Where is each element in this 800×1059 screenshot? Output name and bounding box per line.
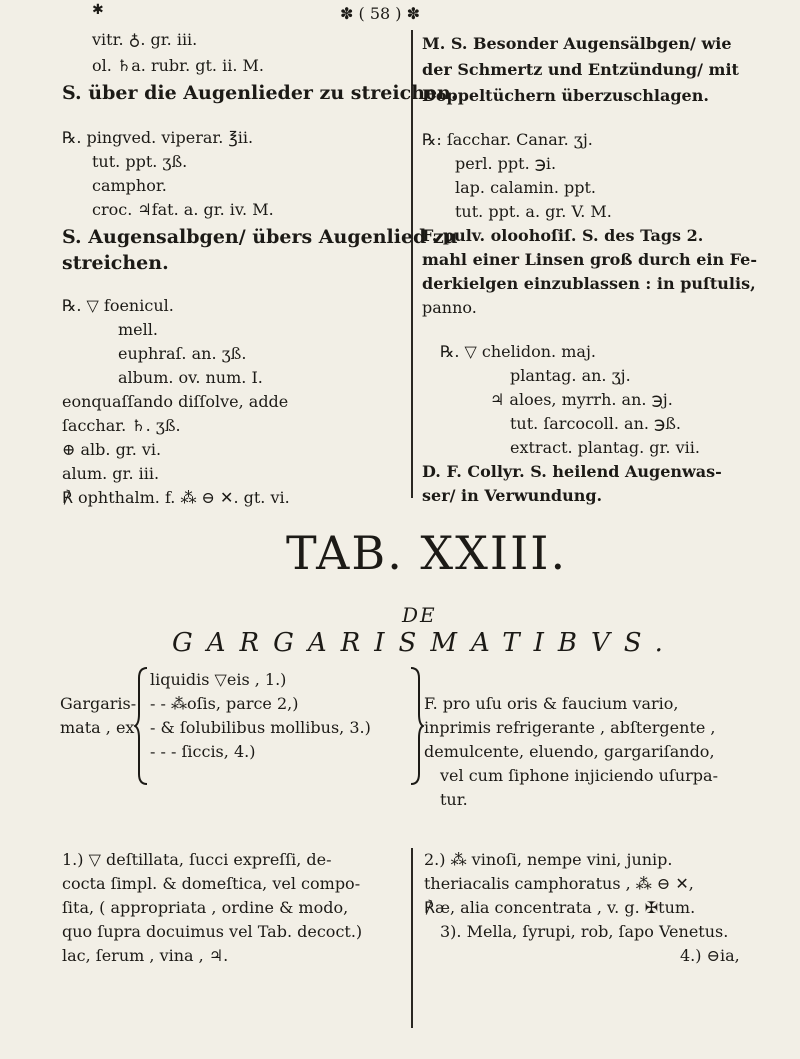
text-line: ⊕ alb. gr. vi. [62,440,162,459]
gargaris-desc: F. pro uſu oris & faucium vario, [424,694,679,713]
note-line: 3). Mella, ſyrupi, rob, ſapo Venetus. [440,922,729,941]
signatura-line: ser/ in Verwundung. [422,486,603,505]
text-line: tut. ſarcocoll. an. ℈ß. [510,414,681,433]
text-line: euphraſ. an. ʒß. [118,344,247,363]
recipe-start: ℞. ▽ foenicul. [62,296,174,315]
note-line: ſita, ( appropriata , ordine & modo, [62,898,349,917]
gargaris-lead: Gargaris- [60,694,137,713]
text-line: lap. calamin. ppt. [455,178,596,197]
note-line: lac, ſerum , vina , ♃. [62,946,229,965]
right-brace-icon [408,666,424,786]
note-line: 1.) ▽ deſtillata, ſucci expreſſi, de- [62,850,332,869]
note-line: ℟æ, alia concentrata , v. g. ✠tum. [424,898,696,917]
note-line: cocta ſimpl. & domeſtica, vel compo- [62,874,361,893]
signatura-line: M. S. Besonder Augensälbgen/ wie [422,34,732,53]
text-line: ℟ ophthalm. f. ⁂ ⊖ ✕. gt. vi. [62,488,290,507]
text-line: mahl einer Linsen groß durch ein Fe- [422,250,757,269]
text-line: ſacchar. ♄. ʒß. [62,416,181,435]
signatura-line: D. F. Collyr. S. heilend Augenwas- [422,462,722,481]
text-line: perl. ppt. ℈i. [455,154,557,173]
note-line: 4.) ⊖ia, [680,946,740,965]
text-line: extract. plantag. gr. vii. [510,438,700,457]
signatura-line: Doppeltüchern überzuschlagen. [422,86,709,105]
recipe-start: ℞. ▽ chelidon. maj. [440,342,596,361]
gargaris-item: liquidis ▽eis , 1.) [150,670,287,689]
gargaris-item: - - ⁂oſis, parce 2,) [150,694,299,713]
left-brace-icon [134,666,150,786]
signatura-line: S. Augensalbgen/ übers Augenlied zu [62,226,458,248]
gargaris-item: - & ſolubilibus mollibus, 3.) [150,718,371,737]
text-line: ol. ♄a. rubr. gt. ii. M. [92,56,264,75]
text-line: mell. [118,320,158,339]
text-line: plantag. an. ʒj. [510,366,631,385]
gargaris-item: - - - ſiccis, 4.) [150,742,256,761]
text-line: F. pulv. oloohoſiſ. S. des Tags 2. [422,226,704,245]
section-de: DE [402,603,437,627]
text-line: vitr. ♁. gr. iii. [92,30,198,49]
gargaris-desc: demulcente, eluendo, gargariſando, [424,742,715,761]
recipe-start: ℞. pingved. viperar. ℥ii. [62,128,254,147]
text-line: panno. [422,298,477,317]
text-line: derkielgen einzublassen : in puſtulis, [422,274,756,293]
gargaris-desc: inprimis refrigerante , abſtergente , [424,718,716,737]
text-line: tut. ppt. a. gr. V. M. [455,202,612,221]
gargaris-desc: vel cum ſiphone injiciendo uſurpa- [440,766,718,785]
column-divider-lower [411,848,413,1028]
note-line: 2.) ⁂ vinoſi, nempe vini, junip. [424,850,673,869]
signatura-line: streichen. [62,252,169,274]
table-title: TAB. XXIII. [286,526,568,580]
note-line: quo ſupra docuimus vel Tab. decoct.) [62,922,363,941]
page-ornament: ✱ [92,2,104,18]
recipe-start: ℞: ſacchar. Canar. ʒj. [422,130,593,149]
text-line: eonquaſſando diſſolve, adde [62,392,289,411]
page-number: ✽ ( 58 ) ✽ [340,4,420,23]
signatura-line: S. über die Augenlieder zu streichen. [62,82,458,104]
gargaris-lead: mata , ex [60,718,135,737]
text-line: tut. ppt. ʒß. [92,152,188,171]
signatura-line: der Schmertz und Entzündung/ mit [422,60,739,79]
text-line: album. ov. num. I. [118,368,263,387]
text-line: croc. ♃fat. a. gr. iv. M. [92,200,274,219]
text-line: camphor. [92,176,167,195]
text-line: alum. gr. iii. [62,464,160,483]
text-line: ♃ aloes, myrrh. an. ℈j. [490,390,673,409]
gargaris-desc: tur. [440,790,468,809]
section-title: GARGARISMATIBVS. [172,628,677,658]
note-line: theriacalis camphoratus , ⁂ ⊖ ✕, [424,874,694,893]
